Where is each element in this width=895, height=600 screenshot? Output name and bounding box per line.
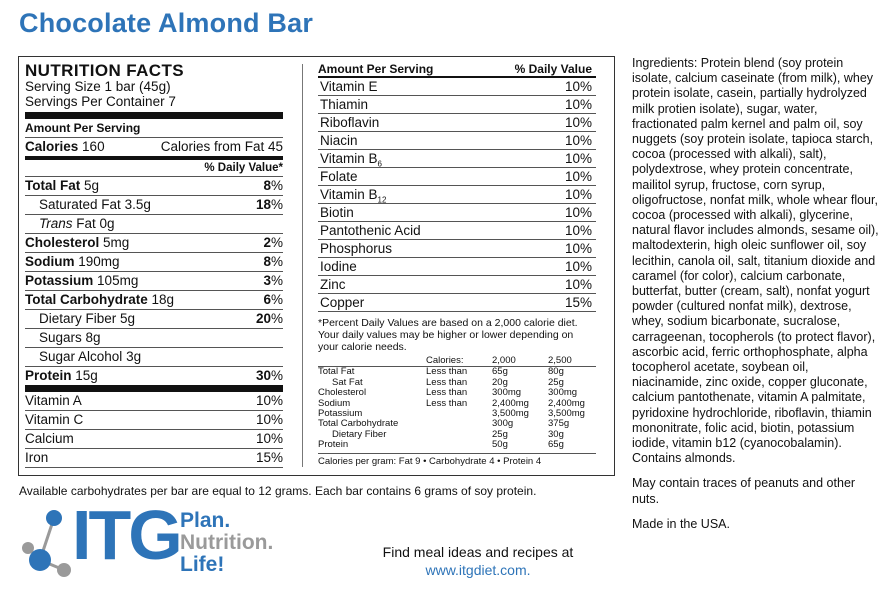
nutrient-row: Total Carbohydrate 18g 6%: [25, 291, 283, 310]
servings-per-container: Servings Per Container 7: [25, 94, 176, 109]
amount-per-serving: Amount Per Serving: [25, 119, 283, 138]
calories-row: Calories 160 Calories from Fat 45: [25, 139, 283, 154]
vitamin-table-row: Riboflavin 10%: [318, 114, 596, 132]
vitamin-row: Vitamin C 10%: [25, 411, 283, 430]
itg-logo-text: ITG: [72, 496, 180, 574]
product-title: Chocolate Almond Bar: [19, 8, 314, 38]
vitamin-table-row: Thiamin 10%: [318, 96, 596, 114]
molecule-logo-icon: [18, 508, 76, 584]
promo-url[interactable]: www.itgdiet.com.: [425, 562, 531, 578]
cal-gram-rule: [318, 453, 596, 454]
nutrient-row: Total Fat 5g 8%: [25, 177, 283, 196]
nutrient-row: Saturated Fat 3.5g 18%: [25, 196, 283, 215]
column-divider: [302, 64, 303, 467]
vitamin-table-row: Vitamin $B_6$ 10%: [318, 150, 596, 168]
nutrient-row: Cholesterol 5mg 2%: [25, 234, 283, 253]
vitamin-row: Calcium 10%: [25, 430, 283, 449]
dv-reference-table: Calories: 2,000 2,500 Total Fat Less than 65g 80g Sat Fat Less than 20g 25g Cholesterol Less than 300mg 300mg Sodium Less than 2,400mg 2,400mg Potassium 3,500mg 3,500mg Total Carbohydrate 300g 375g Dietary Fiber 25g 30g Protein 50g 65g: [318, 356, 596, 451]
made-in: Made in the USA.: [632, 516, 730, 531]
nutrient-row: Dietary Fiber 5g 20%: [25, 310, 283, 329]
vitamin-table-row: Pantothenic Acid 10%: [318, 222, 596, 240]
nutrient-row: Sugars 8g: [25, 329, 283, 348]
promo-block: [368, 543, 588, 579]
nutrient-row: Sugar Alcohol 3g: [25, 348, 283, 367]
dv-reference-row: Dietary Fiber 25g 30g: [332, 428, 564, 440]
dv-reference-row: Potassium 3,500mg 3,500mg: [318, 408, 585, 420]
vitamin-table: [318, 62, 596, 467]
serving-size: Serving Size 1 bar (45g): [25, 79, 171, 94]
vitamin-rows: [25, 392, 283, 468]
nutrient-rows: [25, 177, 283, 385]
vitamin-table-row: Zinc 10%: [318, 276, 596, 294]
vitamin-table-row: Niacin 10%: [318, 132, 596, 150]
vitamin-table-header: Amount Per Serving % Daily Value: [318, 62, 592, 76]
nutrient-row: Trans Fat 0g: [25, 215, 283, 234]
dv-reference-row: Sodium Less than 2,400mg 2,400mg: [318, 397, 585, 409]
dv-reference-row: Protein 50g 65g: [318, 439, 564, 451]
promo-text: Find meal ideas and recipes at: [382, 544, 574, 560]
nutrition-header: NUTRITION FACTS: [25, 61, 184, 80]
vitamin-table-row: Folate 10%: [318, 168, 596, 186]
dv-reference-row: Total Fat Less than 65g 80g: [318, 366, 564, 378]
vitamin-table-row: Phosphorus 10%: [318, 240, 596, 258]
allergen-note: May contain traces of peanuts and other nuts.: [632, 476, 856, 506]
vitamin-table-row: Copper 15%: [318, 294, 596, 312]
nutrient-row: Protein 15g 30%: [25, 368, 283, 383]
thick-rule-bottom: [25, 385, 283, 392]
logo-tagline: Plan. Nutrition. Life!: [180, 509, 274, 576]
vitamin-table-row: Biotin 10%: [318, 204, 596, 222]
carb-note: Available carbohydrates per bar are equal to 12 grams. Each bar contains 6 grams of soy protein.: [19, 484, 537, 498]
nutrient-row: Potassium 105mg 3%: [25, 272, 283, 291]
dv-footnote: *Percent Daily Values are based on a 2,000 calorie diet. Your daily values may be higher or lower depending on your calorie needs.: [318, 317, 578, 353]
thick-rule: [25, 112, 283, 119]
vitamin-row: Iron 15%: [25, 449, 283, 468]
vitamin-table-row: Vitamin $B_{12}$ 10%: [318, 186, 596, 204]
vitamin-table-rows: [318, 78, 596, 312]
vitamin-table-row: Vitamin E 10%: [318, 78, 596, 96]
dv-reference-row: Cholesterol Less than 300mg 300mg: [318, 387, 578, 399]
ingredients-section: [632, 56, 880, 542]
nutrient-row: Sodium 190mg 8%: [25, 253, 283, 272]
calories-from-fat: Calories from Fat 45: [160, 139, 283, 154]
dv-reference-row: Sat Fat Less than 20g 25g: [332, 376, 564, 388]
vitamin-row: Vitamin A 10%: [25, 392, 283, 411]
calories-per-gram: Calories per gram: Fat 9 • Carbohydrate 4 • Protein 4: [318, 455, 542, 467]
dv-reference-row: Total Carbohydrate 300g 375g: [318, 418, 570, 430]
nutrition-facts: [25, 62, 283, 468]
ingredients-text: Ingredients: Protein blend (soy protein isolate, calcium caseinate (from milk), whey protein isolate, casein, partially hydrolyzed milk protien isolate), sugar, water, fractionated palm kernel and palm oil, soy nuggets (soy protein isolate, tapioca starch, cocoa (processed with alkali), salt), polydextrose, whey protein concentrate, mailitol syrup, fructose, corn syrup, oligofructose, nonfat milk, whole whear flour, cocoa (processed with alkali), glycerine, natural flavor includes almonds, sesame oil), maltodexterin, high oleic sunflower oil, soy lecithin, canola oil, salt, titanium dioxide and caramel (for color), calcium carbonate, butterfat, butter (cream, salt), nonfat yogurt powder (cultured nonfat milk), dextrose, whey, sodium bicarbonate, sucralose, carrageenan, tocopherols (to protect flavor), ascorbic acid, ferric orthophosphate, alpha tocopherol acetate, soybean oil, niacinamide, zinc oxide, copper gluconate, calcium pantothenate, vitamin A palmitate, pyridoxine hydrochloride, riboflavin, thiamin mononitrate, folic acid, biotin, potassium iodide, vitamin b12 (cyanocobalamin). Contains almonds.: [632, 56, 879, 466]
dv-header: % Daily Value*: [25, 160, 283, 177]
vitamin-table-row: Iodine 10%: [318, 258, 596, 276]
